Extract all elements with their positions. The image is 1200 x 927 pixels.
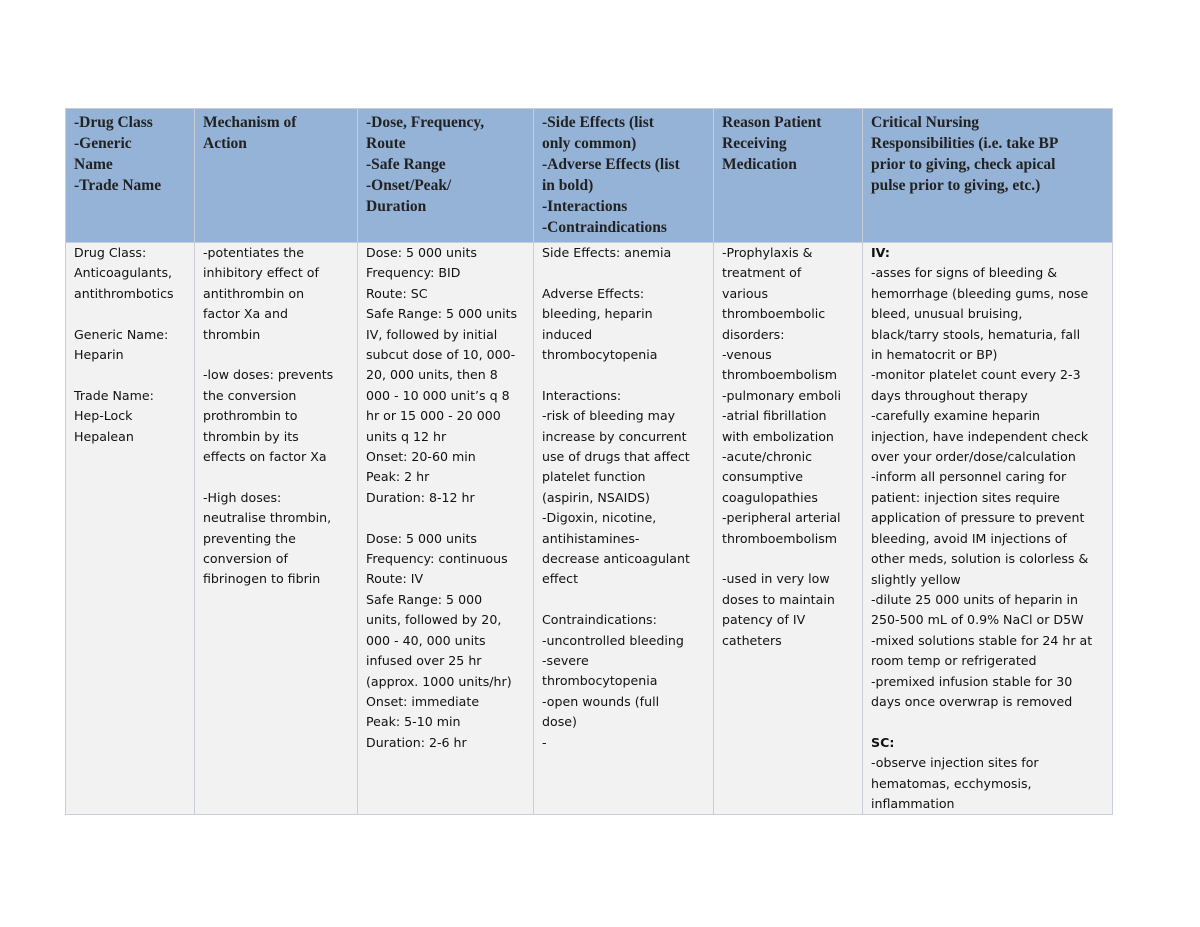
cell-line: -High doses: — [203, 489, 282, 505]
cell-line: Safe Range: 5 000 — [366, 591, 483, 607]
cell-line: Dose: 5 000 units — [366, 530, 477, 546]
cell-line: preventing the — [203, 530, 296, 546]
cell-line: bleeding, avoid IM injections of — [871, 530, 1067, 546]
cell-line: Side Effects: anemia — [542, 245, 672, 260]
header-dose — [358, 109, 534, 243]
cell-side-effects — [534, 243, 714, 815]
header-line: Medication — [722, 156, 797, 173]
table-header-row — [66, 109, 1113, 243]
cell-line: conversion of — [203, 551, 288, 567]
cell-mechanism — [195, 243, 358, 815]
cell-line: units, followed by 20, — [366, 612, 502, 628]
cell-line: catheters — [722, 632, 782, 648]
cell-line: thromboembolism — [722, 530, 838, 546]
cell-line — [871, 712, 1104, 732]
cell-line: slightly yellow — [871, 571, 961, 587]
header-side-effects — [534, 109, 714, 243]
cell-line: thrombocytopenia — [542, 673, 658, 689]
header-line: Route — [366, 135, 406, 152]
cell-line: 000 - 40, 000 units — [366, 632, 486, 648]
cell-line: Heparin — [74, 347, 124, 363]
cell-line: IV, followed by initial — [366, 326, 498, 342]
cell-line: Route: SC — [366, 285, 428, 301]
cell-line: Duration: 2-6 hr — [366, 734, 467, 750]
cell-line — [203, 467, 349, 487]
cell-line: room temp or refrigerated — [871, 653, 1037, 669]
header-line: Duration — [366, 198, 427, 215]
cell-line: -risk of bleeding may — [542, 408, 676, 424]
header-line: only common) — [542, 135, 637, 152]
cell-line: Dose: 5 000 units — [366, 245, 477, 260]
cell-line: decrease anticoagulant — [542, 551, 690, 567]
cell-line: -peripheral arterial — [722, 510, 841, 526]
cell-line: disorders: — [722, 326, 785, 342]
cell-line — [722, 549, 854, 569]
cell-line — [74, 365, 186, 385]
header-line: Responsibilities (i.e. take BP — [871, 135, 1059, 152]
cell-line: Onset: 20-60 min — [366, 449, 476, 465]
cell-line: -acute/chronic — [722, 449, 813, 465]
cell-line: -mixed solutions stable for 24 hr at — [871, 632, 1093, 648]
cell-line: dose) — [542, 714, 577, 730]
cell-line: -Prophylaxis & — [722, 245, 813, 260]
cell-line: -atrial fibrillation — [722, 408, 827, 424]
cell-line: -uncontrolled bleeding — [542, 632, 684, 648]
cell-line: application of pressure to prevent — [871, 510, 1085, 526]
cell-line: Interactions: — [542, 387, 622, 403]
cell-line: coagulopathies — [722, 489, 818, 505]
header-line: Critical Nursing — [871, 114, 980, 131]
cell-line: effects on factor Xa — [203, 449, 327, 465]
cell-line: Frequency: BID — [366, 265, 461, 281]
cell-line: inhibitory effect of — [203, 265, 319, 281]
cell-line: Safe Range: 5 000 units — [366, 306, 518, 322]
cell-line: 20, 000 units, then 8 — [366, 367, 498, 383]
cell-line: patency of IV — [722, 612, 806, 628]
cell-line: -potentiates the — [203, 245, 304, 260]
cell-line: Route: IV — [366, 571, 424, 587]
header-line: Name — [74, 156, 113, 173]
cell-line: black/tarry stools, hematuria, fall — [871, 326, 1081, 342]
cell-line: fibrinogen to fibrin — [203, 571, 321, 587]
cell-line: -severe — [542, 653, 589, 669]
cell-line — [366, 508, 525, 528]
cell-line: the conversion — [203, 387, 297, 403]
cell-line: thromboembolic — [722, 306, 826, 322]
header-line: -Side Effects (list — [542, 114, 654, 131]
cell-line: -asses for signs of bleeding & — [871, 265, 1058, 281]
cell-line: -inform all personnel caring for — [871, 469, 1067, 485]
cell-line: doses to maintain — [722, 591, 835, 607]
cell-line: Hepalean — [74, 428, 134, 444]
cell-line: -pulmonary emboli — [722, 387, 842, 403]
cell-line: Anticoagulants, — [74, 265, 173, 281]
cell-line: -dilute 25 000 units of heparin in — [871, 591, 1078, 607]
cell-line: treatment of — [722, 265, 802, 281]
cell-line: -Digoxin, nicotine, — [542, 510, 657, 526]
cell-line — [74, 304, 186, 324]
cell-line: Onset: immediate — [366, 693, 480, 709]
cell-line: hr or 15 000 - 20 000 — [366, 408, 501, 424]
cell-line: -venous — [722, 347, 772, 363]
header-line: Receiving — [722, 135, 787, 152]
header-line: -Contraindications — [542, 219, 667, 236]
cell-line: IV: — [871, 245, 890, 260]
cell-line: factor Xa and — [203, 306, 288, 322]
cell-line: days throughout therapy — [871, 387, 1028, 403]
cell-line: bleed, unusual bruising, — [871, 306, 1023, 322]
header-line: -Trade Name — [74, 177, 162, 194]
header-line: Reason Patient — [722, 114, 822, 131]
header-line: -Onset/Peak/ — [366, 177, 452, 194]
header-reason — [714, 109, 863, 243]
header-line: -Generic — [74, 135, 132, 152]
header-mechanism — [195, 109, 358, 243]
cell-line: Adverse Effects: — [542, 285, 645, 301]
cell-line — [542, 365, 705, 385]
cell-line: antithrombotics — [74, 285, 174, 301]
cell-line: antithrombin on — [203, 285, 305, 301]
cell-line: (aspirin, NSAIDS) — [542, 489, 650, 505]
cell-line: thromboembolism — [722, 367, 838, 383]
header-line: -Safe Range — [366, 156, 446, 173]
header-line: Mechanism of — [203, 114, 297, 131]
cell-line: platelet function — [542, 469, 646, 485]
cell-line: -premixed infusion stable for 30 — [871, 673, 1073, 689]
cell-line: prothrombin to — [203, 408, 298, 424]
cell-line: units q 12 hr — [366, 428, 447, 444]
cell-line: Duration: 8-12 hr — [366, 489, 475, 505]
cell-line: hematomas, ecchymosis, — [871, 775, 1032, 791]
cell-line: Peak: 5-10 min — [366, 714, 461, 730]
header-line: Action — [203, 135, 247, 152]
cell-line: -observe injection sites for — [871, 755, 1039, 771]
cell-line — [542, 263, 705, 283]
cell-line: subcut dose of 10, 000- — [366, 347, 516, 363]
cell-line: in hematocrit or BP) — [871, 347, 998, 363]
cell-line: neutralise thrombin, — [203, 510, 332, 526]
cell-line: -low doses: prevents — [203, 367, 334, 383]
cell-line: thrombocytopenia — [542, 347, 658, 363]
cell-line: -carefully examine heparin — [871, 408, 1041, 424]
cell-line: infused over 25 hr — [366, 653, 482, 669]
cell-line: hemorrhage (bleeding gums, nose — [871, 285, 1089, 301]
cell-line: (approx. 1000 units/hr) — [366, 673, 512, 689]
cell-line: patient: injection sites require — [871, 489, 1060, 505]
cell-line: thrombin by its — [203, 428, 299, 444]
cell-line: various — [722, 285, 769, 301]
cell-line: -open wounds (full — [542, 693, 660, 709]
cell-line: with embolization — [722, 428, 834, 444]
header-line: prior to giving, check apical — [871, 156, 1056, 173]
header-line: -Dose, Frequency, — [366, 114, 485, 131]
cell-line: - — [542, 734, 547, 750]
cell-line: injection, have independent check — [871, 428, 1089, 444]
cell-nursing — [863, 243, 1113, 815]
cell-line: effect — [542, 571, 579, 587]
header-line: in bold) — [542, 177, 594, 194]
cell-line: Generic Name: — [74, 326, 169, 342]
cell-line — [203, 345, 349, 365]
header-line: -Adverse Effects (list — [542, 156, 680, 173]
cell-line: increase by concurrent — [542, 428, 687, 444]
table-row — [66, 243, 1113, 815]
header-drug-class — [66, 109, 195, 243]
cell-line: other meds, solution is colorless & — [871, 551, 1089, 567]
cell-reason — [714, 243, 863, 815]
cell-line: Peak: 2 hr — [366, 469, 430, 485]
cell-line — [542, 590, 705, 610]
header-line: -Interactions — [542, 198, 628, 215]
cell-line: over your order/dose/calculation — [871, 449, 1076, 465]
header-line: -Drug Class — [74, 114, 153, 131]
header-nursing — [863, 109, 1113, 243]
cell-line: 000 - 10 000 unit’s q 8 — [366, 387, 510, 403]
cell-line: -used in very low — [722, 571, 830, 587]
cell-line: bleeding, heparin — [542, 306, 653, 322]
cell-line: antihistamines- — [542, 530, 640, 546]
cell-line: Contraindications: — [542, 612, 657, 628]
cell-line: SC: — [871, 734, 895, 750]
cell-dose — [358, 243, 534, 815]
cell-line: use of drugs that affect — [542, 449, 690, 465]
cell-line: -monitor platelet count every 2-3 — [871, 367, 1081, 383]
cell-line: 250-500 mL of 0.9% NaCl or D5W — [871, 612, 1084, 628]
cell-line: consumptive — [722, 469, 804, 485]
cell-drug-class — [66, 243, 195, 815]
cell-line: Hep-Lock — [74, 408, 133, 424]
cell-line: Trade Name: — [74, 387, 154, 403]
header-line: pulse prior to giving, etc.) — [871, 177, 1041, 194]
cell-line: Frequency: continuous — [366, 551, 508, 567]
cell-line: inflammation — [871, 795, 955, 811]
cell-line: thrombin — [203, 326, 261, 342]
cell-line: days once overwrap is removed — [871, 693, 1073, 709]
cell-line: induced — [542, 326, 593, 342]
cell-line: Drug Class: — [74, 245, 147, 260]
drug-card-table — [65, 108, 1113, 815]
